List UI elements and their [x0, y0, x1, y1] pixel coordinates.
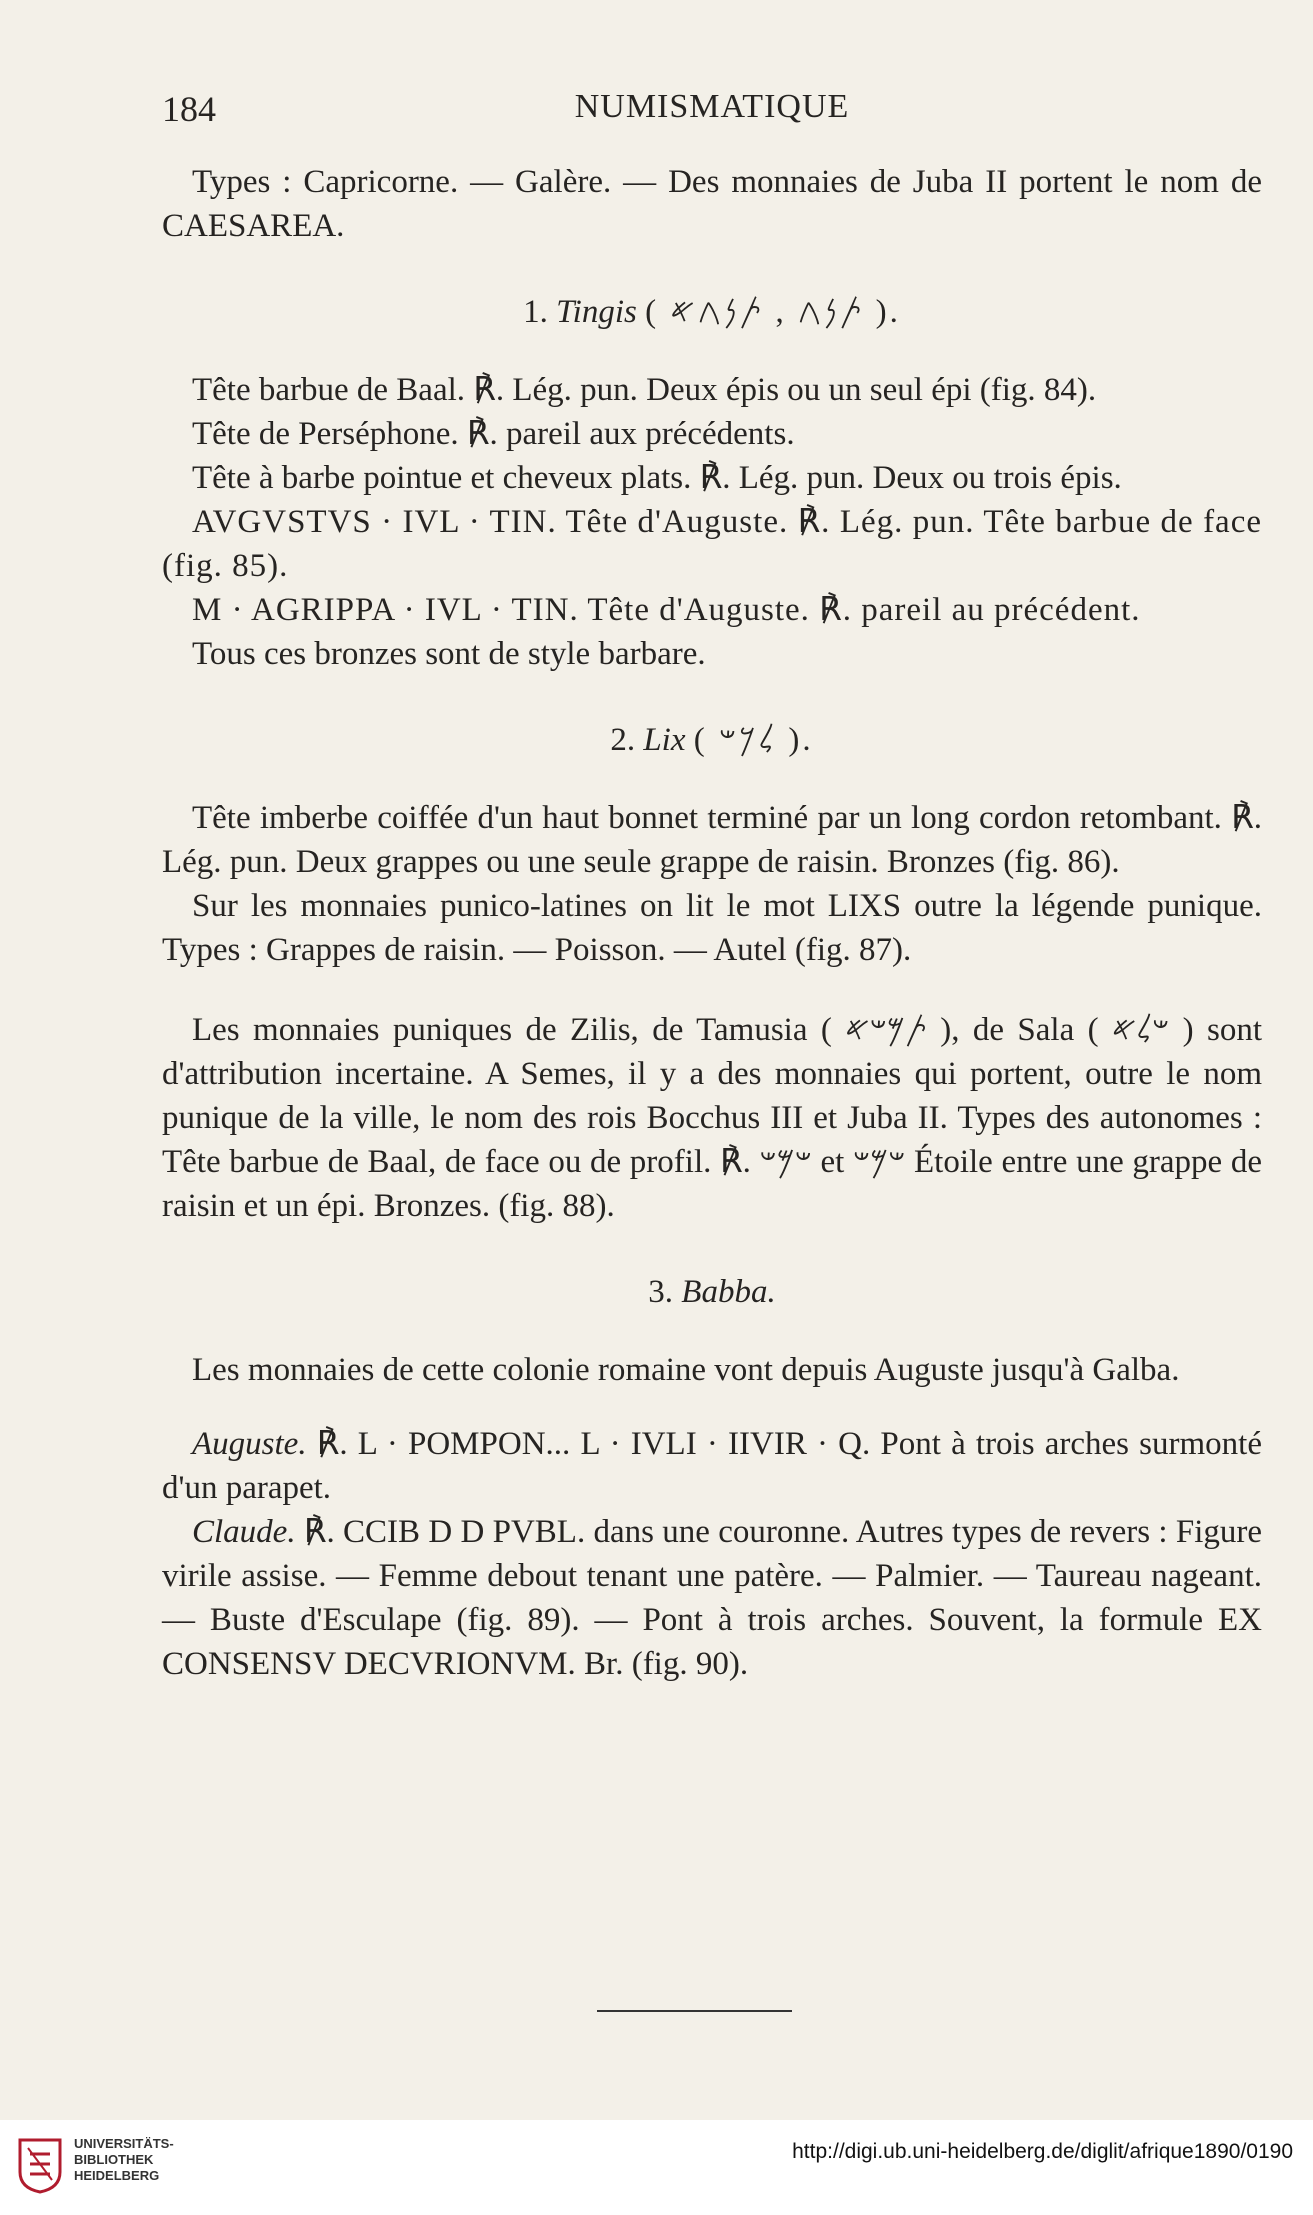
section-number: 1. — [523, 294, 548, 330]
university-seal-icon — [14, 2136, 66, 2194]
running-head — [162, 88, 1262, 138]
paragraph: Tête de Perséphone. ℟. pareil aux précédents. — [192, 416, 795, 452]
punic-legend: ( 𐤋𐤊𐤔 ). — [693, 722, 814, 758]
logo-line: HEIDELBERG — [74, 2168, 160, 2183]
section-number: 3. — [648, 1274, 674, 1310]
paragraph: M · AGRIPPA · IVL · TIN. Tête d'Auguste. ℟. pareil au précédent. — [192, 592, 1141, 628]
paragraph: Les monnaies puniques de Zilis, de Tamusia ( 𐤕𐤌𐤔𐤀 ), de Sala ( 𐤔𐤋𐤀 ) sont d'attribution incertaine. A Semes, il y a des monnaies qui portent, outre le nom punique de la ville, le nom des rois Bocchus III et Juba II. Types des autonomes : Tête barbue de Baal, de face ou de profil. ℟. 𐤔𐤌𐤔 et 𐤔𐤌𐤔 Étoile entre une grappe de raisin et un épi. Bronzes. (fig. 88). — [162, 1012, 1262, 1224]
spacer — [162, 1392, 1262, 1422]
paragraph — [162, 1510, 1262, 1686]
page-title: NUMISMATIQUE — [574, 88, 850, 125]
logo-line: UNIVERSITÄTS- — [74, 2136, 174, 2151]
paragraph: Sur les monnaies punico-latines on lit le mot LIXS outre la légende punique. Types : Grappes de raisin. — Poisson. — Autel (fig. 87). — [162, 888, 1262, 968]
section-heading-lix — [162, 718, 1262, 762]
section-heading-tingis — [162, 290, 1262, 334]
paragraph-text: ℟. CCIB D D PVBL. dans une couronne. Autres types de revers : Figure virile assise. — Femme debout tenant une patère. — Palmier. — Taureau nageant. — Buste d'Esculape (fig. 89). — Pont à trois arches. Souvent, la formule EX CONSENSV DECVRIONVM. Br. (fig. 90). — [162, 1514, 1263, 1682]
emperor-name: Claude. — [192, 1514, 296, 1550]
paragraph: Tête à barbe pointue et cheveux plats. ℟. Lég. pun. Deux ou trois épis. — [192, 460, 1122, 496]
logo-line: BIBLIOTHEK — [74, 2152, 154, 2167]
paragraph — [162, 1422, 1262, 1510]
paragraph-text: ℟. L · POMPON... L · IVLI · IIVIR · Q. Pont à trois arches surmonté d'un parapet. — [162, 1426, 1262, 1506]
page-number: 184 — [162, 89, 216, 129]
emperor-name: Auguste. — [192, 1426, 307, 1462]
section-name: Tingis — [556, 294, 637, 330]
section-heading-babba — [162, 1270, 1262, 1314]
end-rule — [597, 2010, 792, 2012]
spacer — [162, 972, 1262, 1008]
paragraph: Tête barbue de Baal. ℟. Lég. pun. Deux épis ou un seul épi (fig. 84). — [192, 372, 1097, 408]
section-name: Babba. — [681, 1274, 776, 1310]
punic-legend: ( 𐤕𐤍𐤂 , 𐤕𐤍𐤂𐤀 ). — [645, 294, 901, 330]
paragraph: Tête imberbe coiffée d'un haut bonnet terminé par un long cordon retombant. ℟. Lég. pun. Deux grappes ou une seule grappe de raisin. Bronzes (fig. 86). — [162, 800, 1262, 880]
section-name: Lix — [643, 722, 686, 758]
paragraph: AVGVSTVS · IVL · TIN. Tête d'Auguste. ℟. Lég. pun. Tête barbue de face (fig. 85). — [162, 504, 1262, 584]
footer-bar — [0, 2120, 1313, 2215]
page-body — [162, 160, 1262, 1686]
paragraph: Types : Capricorne. — Galère. — Des monnaies de Juba II portent le nom de CAESAREA. — [162, 164, 1262, 244]
paragraph: Les monnaies de cette colonie romaine vont depuis Auguste jusqu'à Galba. — [192, 1352, 1180, 1388]
library-logo-text — [74, 2136, 174, 2184]
section-number: 2. — [610, 722, 636, 758]
source-url-link[interactable]: http://digi.ub.uni-heidelberg.de/diglit/afrique1890/0190 — [792, 2140, 1293, 2163]
paragraph: Tous ces bronzes sont de style barbare. — [192, 636, 706, 672]
